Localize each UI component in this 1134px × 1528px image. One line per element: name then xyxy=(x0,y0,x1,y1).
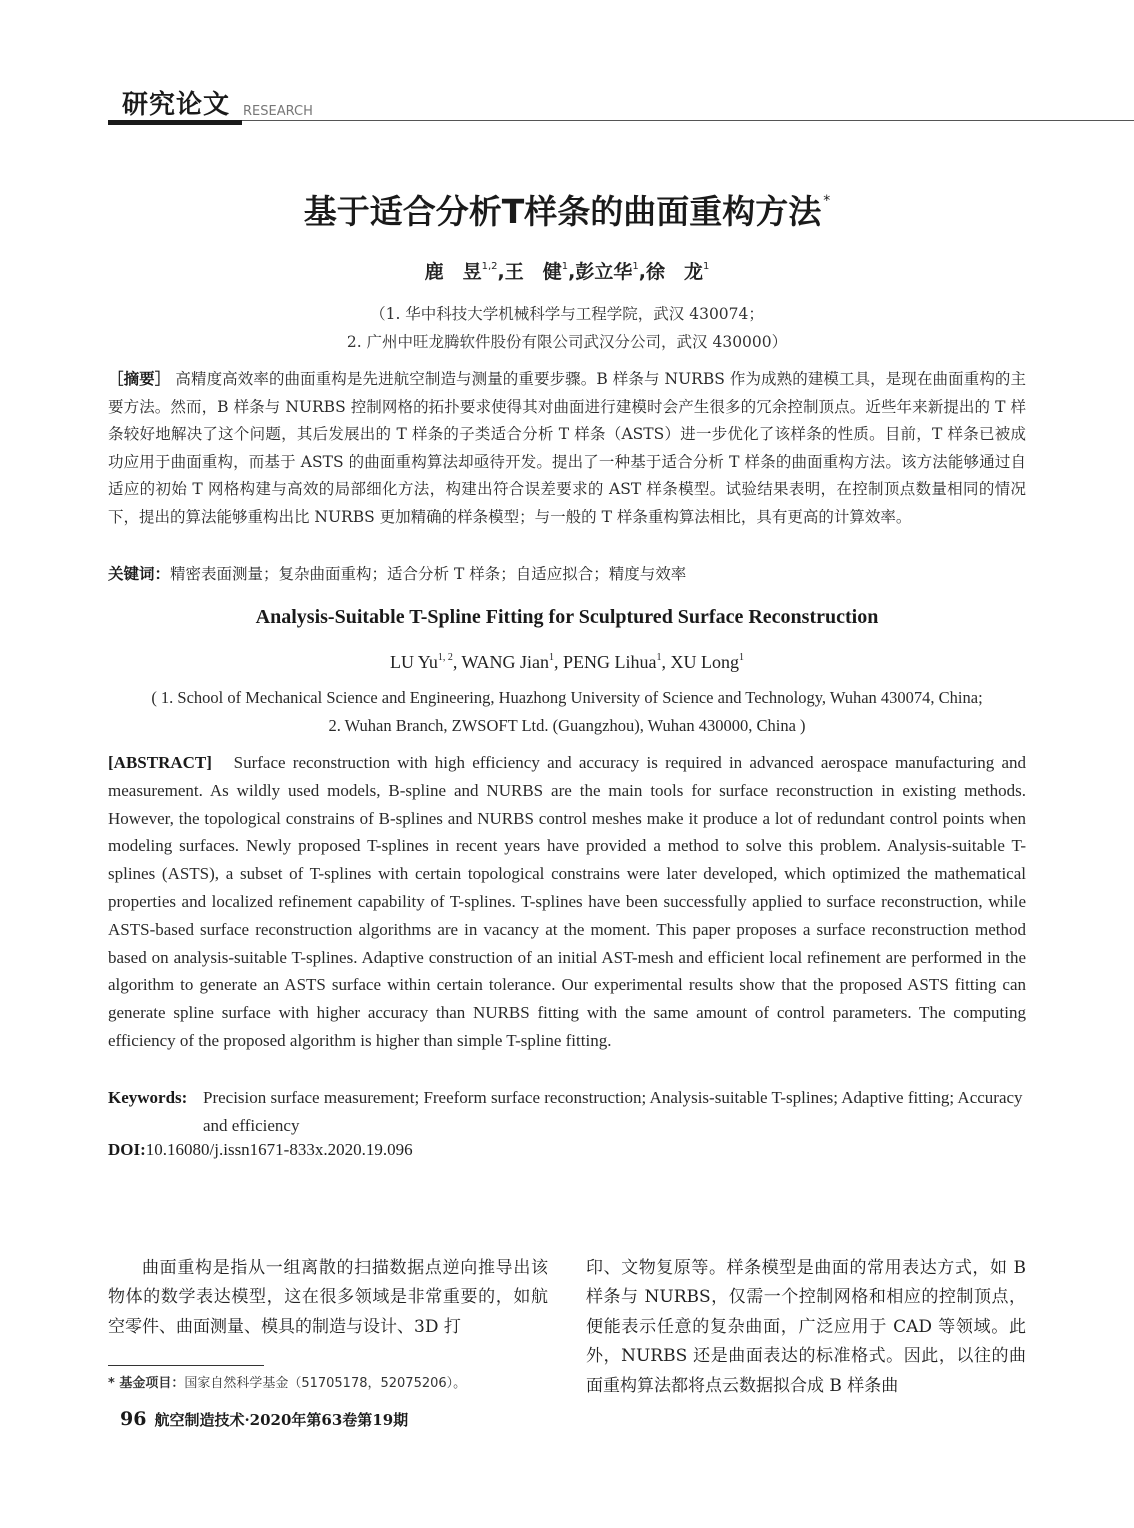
keywords-cn-text: 精密表面测量；复杂曲面重构；适合分析 T 样条；自适应拟合；精度与效率 xyxy=(170,565,687,583)
affiliation-en-line: ( 1. School of Mechanical Science and Engineering, Huazhong University of Science and Technology, Wuhan 430074, China; xyxy=(151,688,983,707)
section-label: 研究论文 xyxy=(122,90,231,120)
journal-name: 航空制造技术·2020年第63卷第19期 xyxy=(154,1411,409,1429)
abstract-en-text: Surface reconstruction with high efficiency and accuracy is required in advanced aerospace manufacturing and measurement. As wildly used models, B-spline and NURBS are the main tools for surface reconstruction in existing methods. However, the topological constrains of B-splines and NURBS control meshes make it produce a lot of redundant control points when modeling surfaces. Newly proposed T-splines in recent years have provided a method to solve this problem. Analysis-suitable T-splines (ASTS), a subset of T-splines with certain topological constrains were later developed, which optimized the mathematical properties and localized refinement capability of T-splines. T-splines have been successfully applied to surface reconstruction, while ASTS-based surface reconstruction algorithms are in vacancy at the moment. This paper proposes a surface reconstruction method based on analysis-suitable T-splines. Adaptive construction of an initial AST-mesh and efficient local refinement are performed in the algorithm to generate an ASTS surface within certain tolerance. Our experimental results show that the proposed ASTS fitting can generate spline surface with higher accuracy than NURBS fitting with the same amount of control parameters. The computing efficiency of the proposed algorithm is higher than simple T-spline fitting. xyxy=(108,753,1027,1050)
abstract-cn xyxy=(108,366,1026,531)
footnote xyxy=(108,1372,466,1391)
author-cn: 鹿 昱 xyxy=(424,261,482,283)
doi xyxy=(108,1140,413,1160)
author-en: PENG Lihua xyxy=(563,652,657,672)
body-column-left: 曲面重构是指从一组离散的扫描数据点逆向推导出该物体的数学表达模型，这在很多领域是非常重要的，如航空零件、曲面测量、模具的制造与设计、3D 打 xyxy=(108,1258,548,1337)
title-cn-text: 基于适合分析T样条的曲面重构方法 xyxy=(303,192,822,231)
author-en-sup: 1 xyxy=(739,652,745,663)
author-cn: 徐 龙 xyxy=(645,261,703,283)
header-rule-thin xyxy=(242,120,1134,121)
author-cn: 彭立华 xyxy=(575,261,633,283)
footnote-rule xyxy=(108,1365,264,1366)
author-cn-sup: 1 xyxy=(561,261,569,272)
author-cn: 王 健 xyxy=(504,261,562,283)
abstract-cn-text: 高精度高效率的曲面重构是先进航空制造与测量的重要步骤。B 样条与 NURBS 作为成熟的建模工具，是现在曲面重构的主要方法。然而，B 样条与 NURBS 控制网格的拓扑要求使得其对曲面进行建模时会产生很多的冗余控制顶点。近些年来新提出的 T 样条较好地解决了这个问题，其后发展出的 T 样条的子类适合分析 T 样条（ASTS）进一步优化了该样条的性质。目前，T 样条已被成功应用于曲面重构，而基于 ASTS 的曲面重构算法却亟待开发。提出了一种基于适合分析 T 样条的曲面重构方法。该方法能够通过自适应的初始 T 网格构建与高效的局部细化方法，构建出符合误差要求的 AST 样条模型。试验结果表明，在控制顶点数量相同的情况下，提出的算法能够重构出比 NURBS 更加精确的样条模型；与一般的 T 样条重构算法相比，具有更高的计算效率。 xyxy=(108,370,1026,526)
abstract-en xyxy=(108,749,1026,1055)
paper-title-cn xyxy=(0,186,1134,233)
page-number: 96 xyxy=(120,1408,147,1430)
keywords-en-text: Precision surface measurement; Freeform surface reconstruction; Analysis-suitable T-splines; Adaptive fitting; Accuracy and efficiency xyxy=(203,1088,1023,1135)
author-en: LU Yu xyxy=(389,652,438,672)
title-footnote-mark: * xyxy=(823,193,831,209)
authors-cn: 鹿 昱$^{1,2}$,王 健$^1$,彭立华$^1$,徐 龙$^1$ xyxy=(424,261,710,283)
page-footer xyxy=(120,1408,408,1430)
section-label-en: RESEARCH xyxy=(243,104,313,119)
author-cn-sup: 1 xyxy=(632,261,639,272)
header-rule-thick xyxy=(108,120,242,125)
affiliation-cn-line: 2. 广州中旺龙腾软件股份有限公司武汉分公司，武汉 430000） xyxy=(346,333,788,351)
author-en-sup: 1 xyxy=(656,652,662,663)
abstract-en-label: [ABSTRACT] xyxy=(108,753,212,772)
doi-value: 10.16080/j.issn1671-833x.2020.19.096 xyxy=(145,1140,413,1159)
doi-label: DOI: xyxy=(108,1140,146,1159)
footnote-label: * 基金项目： xyxy=(108,1376,185,1391)
author-en-sup: 1 xyxy=(549,652,555,663)
author-cn-sup: 1 xyxy=(703,261,710,272)
author-en-sup: 1, 2 xyxy=(437,652,453,663)
author-en: WANG Jian xyxy=(461,652,550,672)
body-column-right: 印、文物复原等。样条模型是曲面的常用表达方式，如 B 样条与 NURBS，仅需一个控制网格和相应的控制顶点，便能表示任意的复杂曲面，广泛应用于 CAD 等领域。此外，NURBS 还是曲面表达的标准格式。因此，以往的曲面重构算法都将点云数据拟合成 B 样条曲 xyxy=(586,1258,1026,1396)
paper-title-en: Analysis-Suitable T-Spline Fitting for Sculptured Surface Reconstruction xyxy=(255,606,879,628)
affiliation-en-line: 2. Wuhan Branch, ZWSOFT Ltd. (Guangzhou), Wuhan 430000, China ) xyxy=(328,716,806,735)
abstract-cn-label: ［摘要］ xyxy=(108,370,171,388)
keywords-cn-label: 关键词： xyxy=(108,565,171,583)
keywords-en xyxy=(108,1084,1026,1140)
affiliation-cn-line: （1. 华中科技大学机械科学与工程学院，武汉 430074； xyxy=(370,305,764,323)
keywords-en-label: Keywords: xyxy=(108,1088,188,1107)
keywords-cn xyxy=(108,561,1026,589)
author-en: XU Long xyxy=(670,652,740,672)
authors-en: LU Yu$^{1, 2}$, WANG Jian$^1$, PENG Lihua$^1$, XU Long$^1$ xyxy=(389,652,745,672)
author-cn-sup: 1,2 xyxy=(481,261,498,272)
footnote-text: 国家自然科学基金（51705178，52075206）。 xyxy=(184,1376,467,1391)
